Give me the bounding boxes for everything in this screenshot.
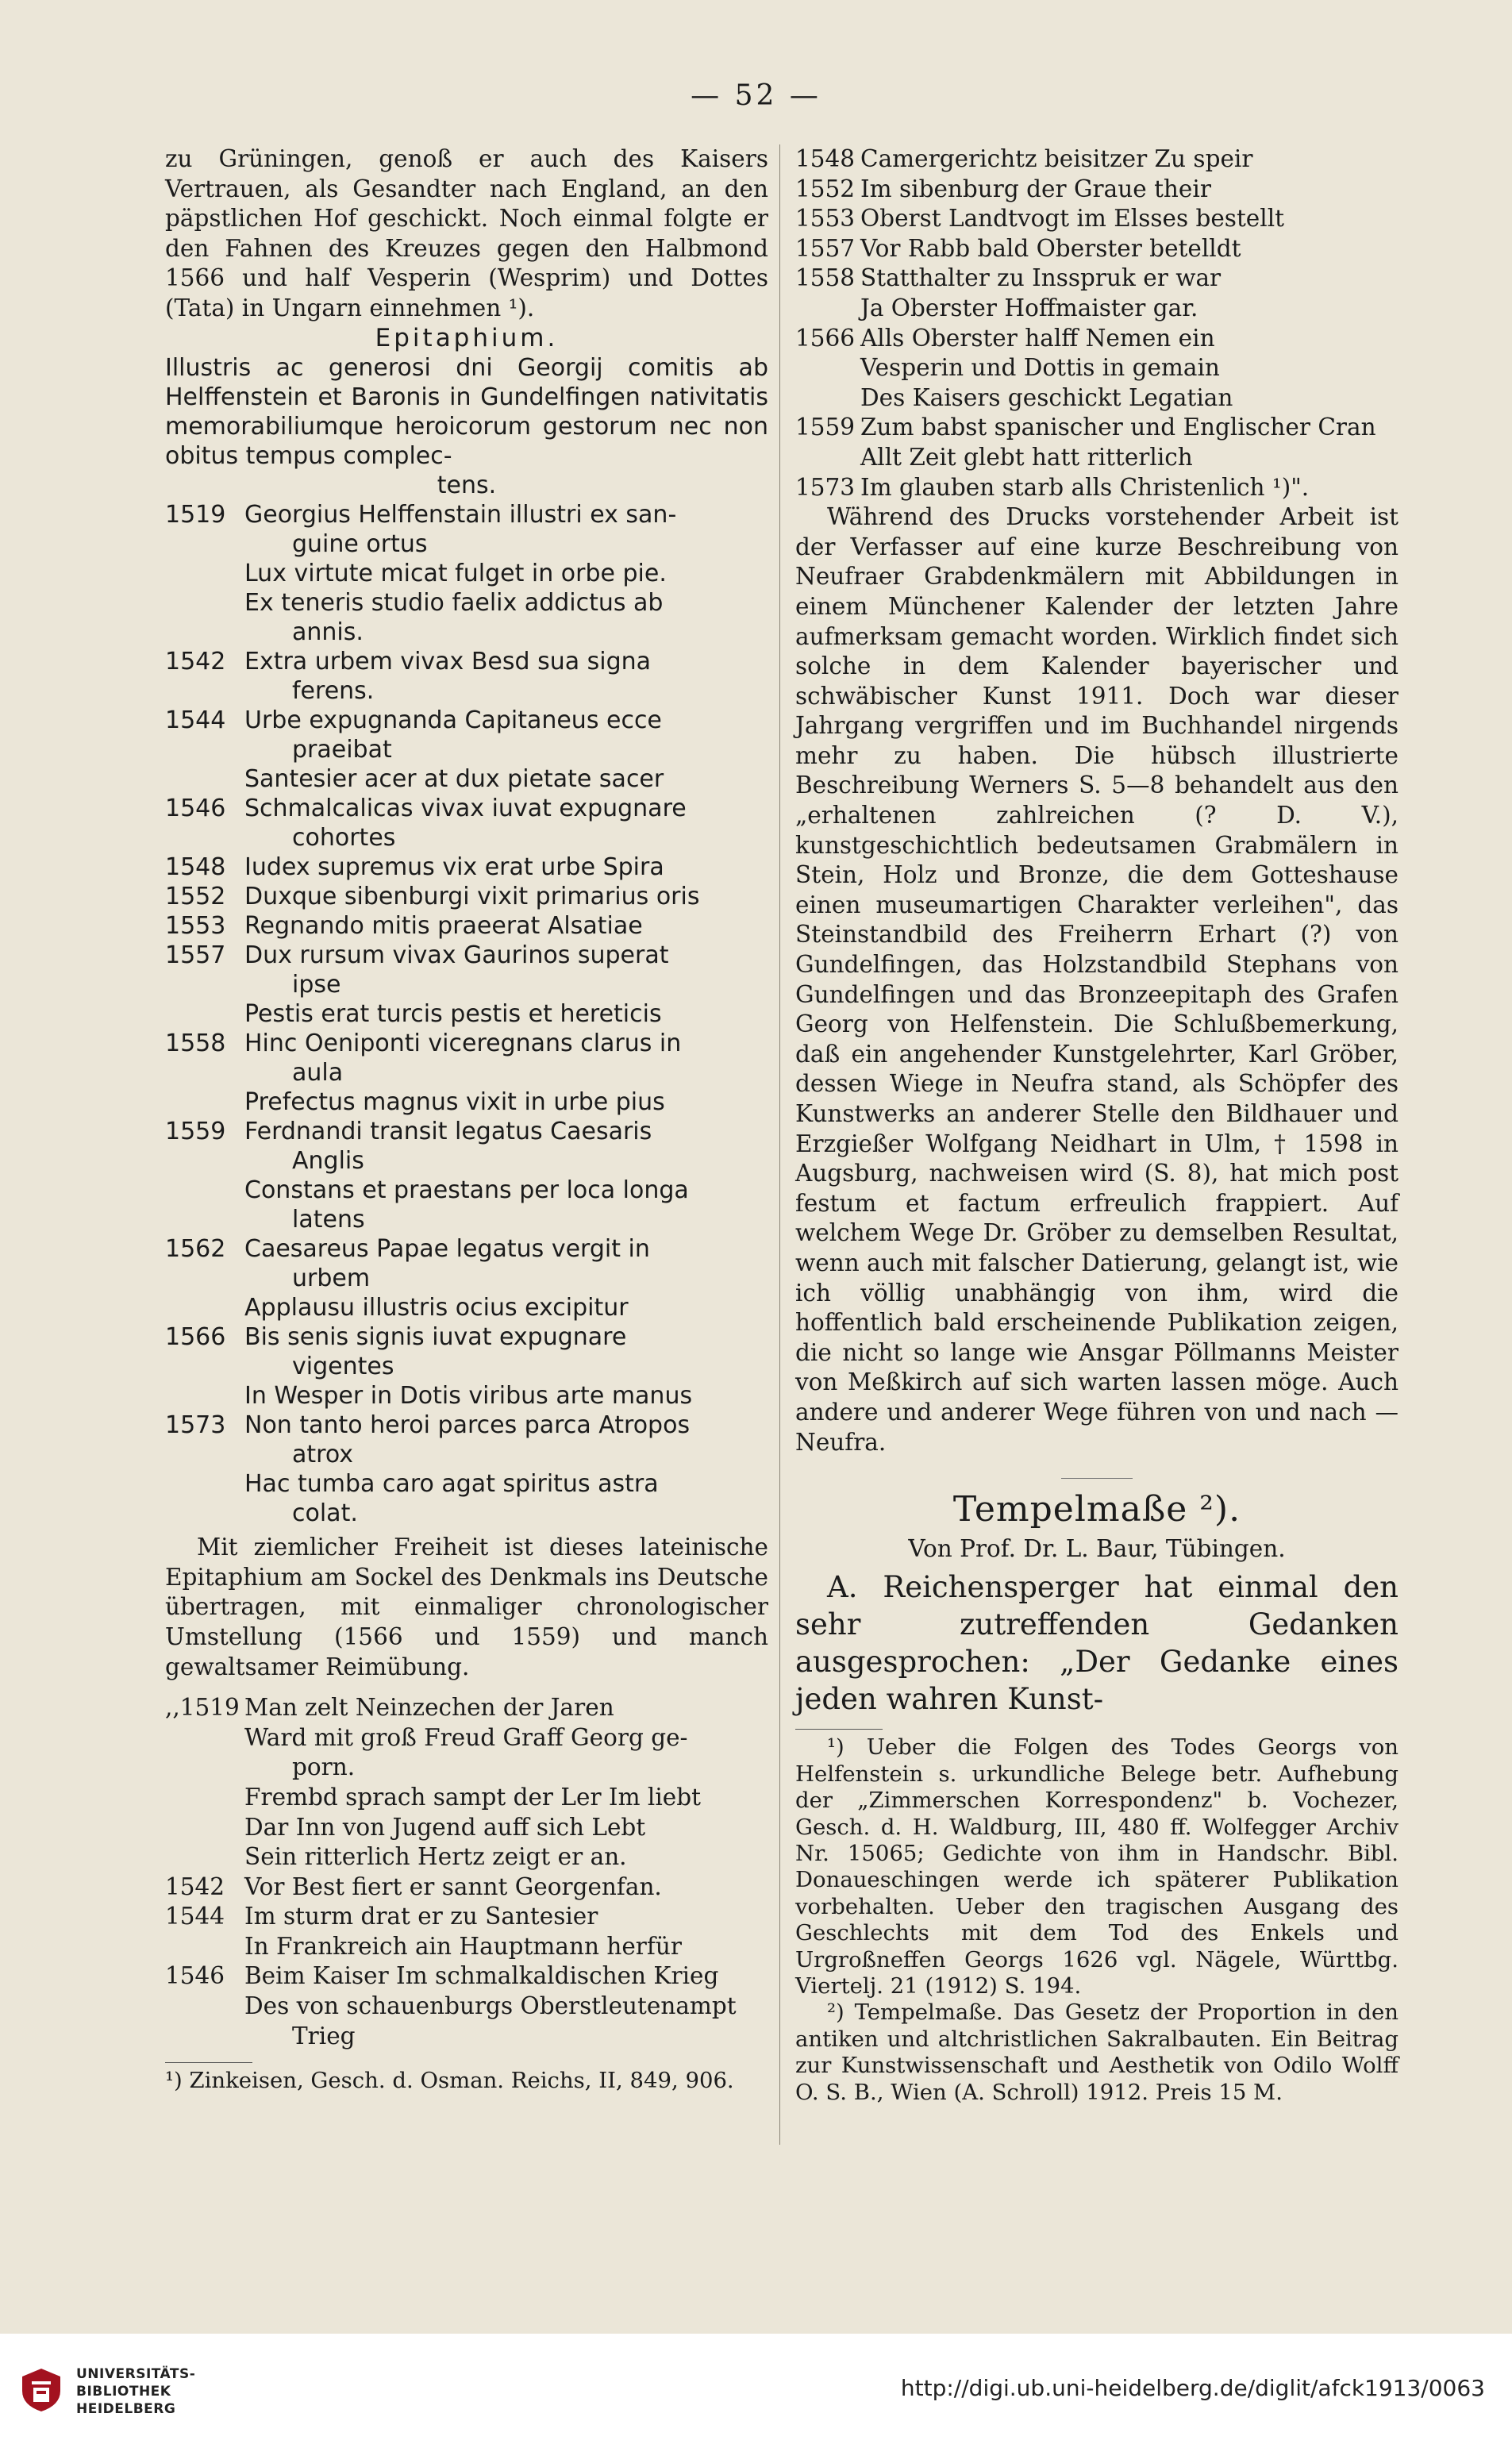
verse-text: Ex teneris studio faelix addictus ab — [244, 589, 664, 618]
library-footer — [0, 2334, 1512, 2444]
verse-year: 1553 — [795, 205, 856, 233]
verse-continuation: latens — [292, 1206, 365, 1234]
verse-line — [165, 1842, 768, 1872]
verse-continuation: cohortes — [292, 824, 396, 853]
verse-continuation: aula — [292, 1059, 344, 1087]
verse-text: Statthalter zu Insspruk er war — [860, 264, 1222, 292]
verse-continuation: guine ortus — [292, 530, 428, 559]
verse-year: 1546 — [165, 1962, 225, 1990]
verse-text: Im glauben starb alls Christenlich ¹)". — [860, 473, 1310, 501]
verse-continuation: Anglis — [292, 1147, 364, 1176]
verse-text: Iudex supremus vix erat urbe Spira — [244, 853, 664, 882]
verse-year: ,,1519 — [165, 1694, 240, 1722]
verse-year — [165, 1932, 244, 1962]
intro-paragraph: zu Grüningen, genoß er auch des Kaisers Vertrauen, als Gesandter nach England, an den päpstlichen Hof geschickt. Noch einmal folgte er den Fahnen des Kreuzes gegen den Halbmond 1566 und half Vesperin (Wesprim) und Dottes (Tata) in Ungarn einnehmen ¹). — [165, 145, 768, 321]
verse-text: Bis senis signis iuvat expugnare — [244, 1323, 627, 1352]
verse-year — [165, 1293, 244, 1322]
verse-line — [795, 204, 1399, 234]
verse-text: Georgius Helffenstain illustri ex san- — [244, 501, 677, 529]
verse-line — [165, 882, 768, 911]
verse-text: Ward mit groß Freud Graff Georg ge- — [244, 1723, 688, 1751]
verse-line — [165, 911, 768, 941]
verse-text: In Frankreich ain Hauptmann herfür — [244, 1932, 682, 1960]
latin-intro-end: tens. — [437, 471, 497, 500]
latin-intro: Illustris ac generosi dni Georgij comitis ab Helffenstein et Baronis in Gundelfingen nativitatis memorabiliumque heroicorum gestorum nec non obitus tempus complec- — [165, 354, 768, 471]
article-byline: Von Prof. Dr. L. Baur, Tübingen. — [908, 1534, 1286, 1562]
right-column — [795, 144, 1399, 2106]
verse-year: 1546 — [165, 795, 226, 823]
verse-line — [165, 588, 768, 618]
verse-year: 1562 — [165, 1235, 226, 1264]
verse-line — [165, 1992, 768, 2022]
verse-year — [165, 1783, 244, 1813]
verse-continuation: Vesperin und Dottis in gemain — [860, 354, 1220, 382]
verse-text: Schmalcalicas vivax iuvat expugnare — [244, 795, 687, 823]
verse-text: Extra urbem vivax Besd sua signa — [244, 648, 652, 676]
verse-line — [165, 999, 768, 1029]
verse-line — [165, 1723, 768, 1753]
verse-line — [165, 1813, 768, 1843]
verse-year: 1552 — [795, 175, 856, 202]
verse-line — [165, 1783, 768, 1813]
german-verse-list-right — [795, 144, 1399, 502]
verse-year — [165, 764, 244, 794]
verse-year: 1566 — [165, 1323, 226, 1352]
verse-text: Hac tumba caro agat spiritus astra — [244, 1470, 659, 1499]
verse-text: Regnando mitis praeerat Alsatiae — [244, 912, 643, 941]
university-seal-icon — [21, 2367, 62, 2413]
verse-line — [165, 1872, 768, 1903]
verse-continuation: ipse — [292, 971, 341, 999]
verse-year: 1559 — [795, 414, 856, 441]
verse-text: Lux virtute micat fulget in orbe pie. — [244, 560, 667, 588]
verse-text: Des von schauenburgs Oberstleutenampt — [244, 1992, 737, 2020]
verse-year: 1548 — [165, 853, 226, 882]
verse-year: 1573 — [795, 473, 856, 501]
library-name: UNIVERSITÄTS- BIBLIOTHEK HEIDELBERG — [76, 2366, 196, 2417]
verse-text: Non tanto heroi parces parca Atropos — [244, 1411, 691, 1440]
verse-line — [165, 500, 768, 529]
verse-line — [795, 473, 1399, 503]
verse-continuation: Des Kaisers geschickt Legatian — [860, 383, 1233, 411]
verse-year: 1558 — [795, 264, 856, 292]
verse-text: Oberst Landtvogt im Elsses bestellt — [860, 205, 1284, 233]
verse-text: Im sibenburg der Graue their — [860, 175, 1211, 202]
verse-year — [165, 1381, 244, 1411]
verse-year: 1553 — [165, 912, 226, 941]
verse-continuation: annis. — [292, 618, 364, 647]
verse-text: Ferdnandi transit legatus Caesaris — [244, 1118, 652, 1146]
verse-text: Dux rursum vivax Gaurinos superat — [244, 941, 669, 970]
verse-year — [165, 1723, 244, 1753]
verse-line — [795, 175, 1399, 205]
latin-verse-list — [165, 500, 768, 1528]
verse-text: Hinc Oeniponti viceregnans clarus in — [244, 1030, 682, 1058]
verse-year: 1542 — [165, 1872, 225, 1900]
verse-year: 1559 — [165, 1118, 226, 1146]
verse-year: 1548 — [795, 145, 856, 172]
verse-year — [165, 588, 244, 618]
verse-text: Caesareus Papae legatus vergit in — [244, 1235, 650, 1264]
verse-text: Vor Best fiert er sannt Georgenfan. — [244, 1872, 662, 1900]
verse-line — [795, 324, 1399, 354]
verse-text: Im sturm drat er zu Santesier — [244, 1903, 598, 1930]
verse-text: Applausu illustris ocius excipitur — [244, 1294, 629, 1322]
verse-year: 1566 — [795, 324, 856, 352]
verse-year — [165, 1087, 244, 1117]
left-column — [165, 144, 768, 2095]
verse-continuation: praeibat — [292, 736, 392, 764]
latin-epitaph — [165, 353, 768, 1528]
verse-year: 1544 — [165, 1903, 225, 1930]
translation-intro: Mit ziemlicher Freiheit ist dieses lateinische Epitaphium am Sockel des Denkmals ins Deutsche übertragen, mit einmaliger chronologischer Umstellung (1566 und 1559) und manch gewaltsamer Reimübung. — [165, 1534, 768, 1680]
article-opening: A. Reichensperger hat einmal den sehr zutreffenden Gedanken ausgesprochen: „Der Gedanke eines jeden wahren Kunst- — [795, 1570, 1399, 1717]
verse-continuation: ferens. — [292, 677, 375, 706]
verse-year — [165, 1469, 244, 1499]
verse-year: 1573 — [165, 1411, 226, 1440]
footnote-1: ¹) Ueber die Folgen des Todes Georgs von Helfenstein s. urkundliche Belege betr. Aufhebung der „Zimmerschen Korrespondenz" b. Vochezer, Gesch. d. H. Waldburg, III, 480 ff. Wolfegger Archiv Nr. 15065; Gedichte von ihm in Handschr. Bibl. Donaueschingen werde ich späterer Publikation vorbehalten. Ueber den tragischen Ausgang des Geschlechts mit dem Tod des Enkels und Urgroßneffen Georgs 1626 vgl. Nägele, Württbg. Viertelj. 21 (1912) S. 194. — [795, 1734, 1399, 1999]
verse-year — [165, 1813, 244, 1843]
verse-continuation: Ja Oberster Hoffmaister gar. — [860, 294, 1198, 321]
verse-line — [165, 853, 768, 882]
verse-year: 1542 — [165, 648, 226, 676]
verse-text: Santesier acer at dux pietate sacer — [244, 765, 664, 794]
verse-continuation: porn. — [292, 1753, 356, 1781]
verse-continuation: vigentes — [292, 1353, 394, 1381]
verse-continuation: urbem — [292, 1264, 371, 1293]
verse-text: Vor Rabb bald Oberster betelldt — [860, 234, 1241, 262]
footnote-rule — [165, 2062, 252, 2063]
verse-line — [795, 413, 1399, 443]
verse-line — [165, 1234, 768, 1264]
verse-line — [165, 1293, 768, 1322]
column-divider — [779, 144, 780, 2145]
verse-line — [165, 1693, 768, 1723]
verse-line — [165, 1029, 768, 1058]
verse-text: Alls Oberster halff Nemen ein — [860, 324, 1215, 352]
verse-line — [165, 559, 768, 588]
verse-text: Frembd sprach sampt der Ler Im liebt — [244, 1783, 701, 1811]
verse-line — [165, 647, 768, 676]
verse-line — [165, 794, 768, 823]
verse-line — [165, 1087, 768, 1117]
verse-line — [165, 1176, 768, 1205]
verse-continuation: atrox — [292, 1441, 354, 1469]
verse-text: Zum babst spanischer und Englischer Cran — [860, 414, 1376, 441]
verse-year: 1519 — [165, 501, 226, 529]
verse-year: 1558 — [165, 1030, 226, 1058]
verse-line — [165, 1932, 768, 1962]
verse-year — [165, 1176, 244, 1205]
verse-year: 1557 — [795, 234, 856, 262]
verse-text: Man zelt Neinzechen der Jaren — [244, 1694, 614, 1722]
left-footnote: ¹) Zinkeisen, Gesch. d. Osman. Reichs, II, 849, 906. — [165, 2068, 734, 2094]
verse-text: Dar Inn von Jugend auff sich Lebt — [244, 1813, 646, 1841]
page-number: — 52 — — [691, 79, 821, 112]
verse-text: Sein ritterlich Hertz zeigt er an. — [244, 1843, 627, 1871]
footnote-rule-right — [795, 1729, 883, 1730]
verse-line — [795, 234, 1399, 264]
verse-line — [165, 1117, 768, 1146]
verse-line — [165, 1902, 768, 1932]
german-verse-list-left — [165, 1693, 768, 2051]
verse-year — [165, 999, 244, 1029]
verse-line — [165, 941, 768, 970]
verse-line — [795, 264, 1399, 294]
article-title: Tempelmaße ²). — [952, 1489, 1241, 1530]
verse-continuation: colat. — [292, 1499, 358, 1528]
footnote-2: ²) Tempelmaße. Das Gesetz der Proportion in den antiken und altchristlichen Sakralbauten. Ein Beitrag zur Kunstwissenschaft und Aesthetik von Odilo Wolff O. S. B., Wien (A. Schroll) 1912. Preis 15 M. — [795, 1999, 1399, 2105]
commentary-paragraph: Während des Drucks vorstehender Arbeit ist der Verfasser auf eine kurze Beschreibung von Neufraer Grabdenkmälern mit Abbildungen in einem Münchener Kalender der letzten Jahre aufmerksam gemacht worden. Wirklich findet sich solche in dem Kalender bayerischer und schwäbischer Kunst 1911. Doch war dieser Jahrgang vergriffen und im Buchhandel nirgends mehr zu haben. Die hübsch illustrierte Beschreibung Werners S. 5—8 behandelt aus den „erhaltenen zahlreichen (? D. V.), kunstgeschichtlich bedeutsamen Grabmälern in Stein, Holz und Bronze, die dem Gotteshause einen museumartigen Charakter verleihen", das Steinstandbild des Freiherrn Erhart (?) von Gundelfingen, das Holzstandbild Stephans von Gundelfingen und das Bronzeepitaph des Grafen Georg von Helfenstein. Die Schlußbemerkung, daß ein angehender Kunstgelehrter, Karl Gröber, dessen Wiege in Neufra stand, als Schöpfer des Kunstwerks an anderer Stelle den Bildhauer und Erzgießer Wolfgang Neidhart in Ulm, † 1598 in Augsburg, nachweisen wird (S. 8), hat mich post festum et factum erfreulich frappiert. Auf welchem Wege Dr. Gröber zu demselben Resultat, wenn auch mit falscher Datierung, gelangt ist, wie ich völlig unabhängig von ihm, wird die hoffentlich bald erscheinende Publikation zeigen, die nicht so lange wie Ansgar Pöllmanns Meister von Meßkirch auf sich warten lassen möge. Auch andere und anderer Wege führen von und nach — Neufra. — [795, 503, 1399, 1456]
verse-year — [165, 559, 244, 588]
verse-year — [165, 1842, 244, 1872]
verse-year — [165, 1992, 244, 2022]
verse-year: 1557 — [165, 941, 226, 970]
verse-text: In Wesper in Dotis viribus arte manus — [244, 1382, 693, 1411]
verse-text: Constans et praestans per loca longa — [244, 1176, 689, 1205]
verse-text: Urbe expugnanda Capitaneus ecce — [244, 706, 662, 735]
verse-line — [165, 1381, 768, 1411]
verse-line — [165, 1961, 768, 1992]
epitaph-heading: Epitaphium. — [375, 323, 559, 352]
verse-text: Prefectus magnus vixit in urbe pius — [244, 1088, 665, 1117]
verse-continuation: Allt Zeit glebt hatt ritterlich — [860, 443, 1193, 471]
source-url[interactable]: http://digi.ub.uni-heidelberg.de/diglit/afck1913/0063 — [900, 2375, 1485, 2401]
verse-text: Duxque sibenburgi vixit primarius oris — [244, 883, 700, 911]
verse-line — [795, 144, 1399, 175]
verse-continuation: Trieg — [292, 2022, 356, 2049]
verse-line — [165, 764, 768, 794]
verse-line — [165, 1411, 768, 1440]
verse-year: 1552 — [165, 883, 226, 911]
verse-year: 1544 — [165, 706, 226, 735]
verse-line — [165, 706, 768, 735]
verse-text: Beim Kaiser Im schmalkaldischen Krieg — [244, 1962, 719, 1990]
section-rule — [1061, 1478, 1133, 1479]
verse-text: Pestis erat turcis pestis et hereticis — [244, 1000, 662, 1029]
verse-line — [165, 1469, 768, 1499]
verse-line — [165, 1322, 768, 1352]
verse-text: Camergerichtz beisitzer Zu speir — [860, 145, 1253, 172]
